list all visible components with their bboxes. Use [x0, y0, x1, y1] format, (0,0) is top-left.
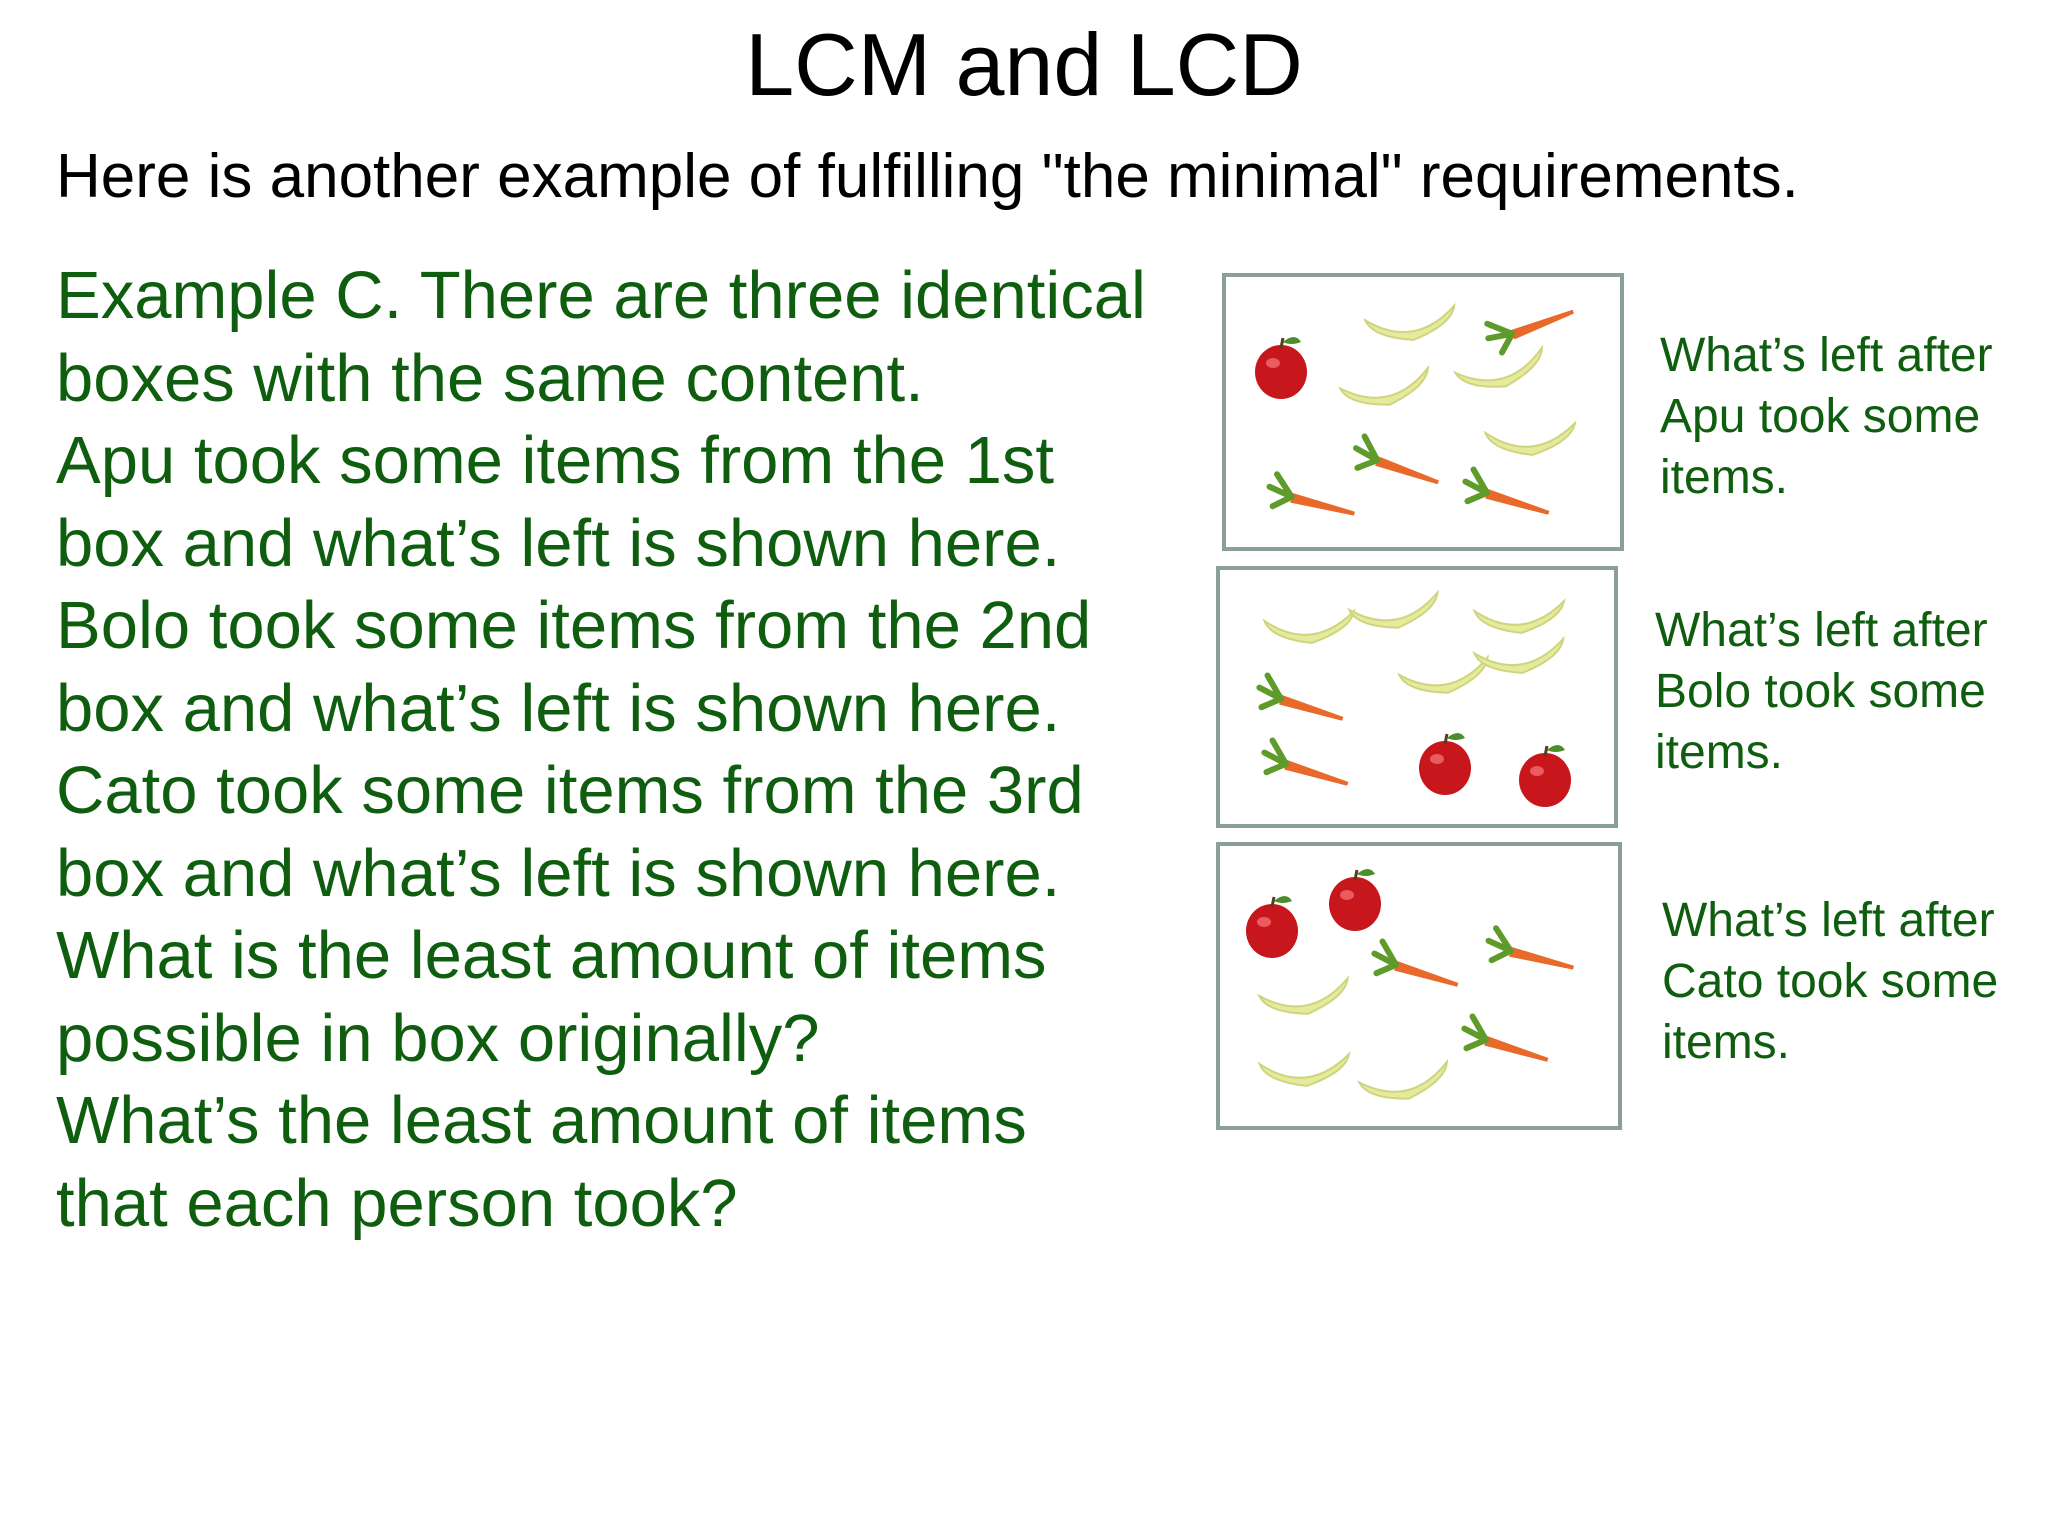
carrot-icon: [1484, 927, 1578, 981]
question-text: [56, 255, 1206, 1245]
caption-bolo: [1655, 600, 1988, 783]
question-line: What is the least amount of items: [56, 918, 1047, 993]
carrot-icon: [1259, 739, 1354, 797]
question-line: box and what’s left is shown here.: [56, 835, 1061, 911]
caption-line: items.: [1655, 726, 1784, 779]
banana-icon: [1349, 592, 1442, 635]
banana-icon: [1365, 306, 1458, 346]
carrot-icon: [1460, 468, 1555, 526]
banana-icon: [1259, 978, 1352, 1021]
carrot-icon: [1369, 940, 1464, 998]
box-apu-items: [1226, 277, 1620, 547]
box-bolo-items: [1220, 570, 1614, 824]
banana-icon: [1474, 601, 1566, 637]
caption-cato: [1662, 890, 1998, 1073]
carrot-icon: [1483, 295, 1578, 356]
box-cato-items: [1220, 846, 1618, 1126]
caption-line: What’s left after: [1655, 604, 1988, 657]
apple-icon: [1519, 745, 1571, 807]
caption-line: What’s left after: [1660, 329, 1993, 382]
question-line: box and what’s left is shown here.: [56, 505, 1061, 581]
carrot-icon: [1254, 674, 1349, 732]
apple-icon: [1419, 733, 1471, 795]
carrot-icon: [1265, 473, 1359, 527]
banana-icon: [1340, 368, 1434, 414]
question-line: boxes with the same content.: [56, 340, 924, 416]
carrot-icon: [1350, 435, 1445, 496]
box-bolo: [1216, 566, 1618, 828]
question-line: Bolo took some items from the 2nd: [56, 588, 1092, 663]
banana-icon: [1259, 1054, 1351, 1090]
slide-subtitle: Here is another example of fulfilling "the minimal" requirements.: [56, 142, 1799, 211]
banana-icon: [1399, 657, 1492, 700]
question-line: that each person took?: [56, 1165, 738, 1241]
caption-line: items.: [1662, 1016, 1791, 1069]
question-line: Apu took some items from the 1st: [56, 423, 1054, 498]
apple-icon: [1255, 337, 1307, 399]
question-line: What’s the least amount of items: [56, 1083, 1027, 1158]
box-apu: [1222, 273, 1624, 551]
caption-line: What’s left after: [1662, 894, 1995, 947]
caption-apu: [1660, 325, 1993, 508]
apple-icon: [1329, 869, 1381, 931]
caption-line: items.: [1660, 451, 1789, 504]
slide-title: LCM and LCD: [745, 15, 1303, 114]
question-line: box and what’s left is shown here.: [56, 670, 1061, 746]
question-line: Example C. There are three identical: [56, 258, 1146, 333]
apple-icon: [1246, 896, 1298, 958]
carrot-icon: [1459, 1015, 1554, 1073]
caption-line: Apu took some: [1660, 390, 1981, 443]
caption-line: Cato took some: [1662, 955, 1999, 1008]
caption-line: Bolo took some: [1655, 665, 1986, 718]
question-line: Cato took some items from the 3rd: [56, 753, 1084, 828]
banana-icon: [1264, 611, 1356, 647]
banana-icon: [1359, 1062, 1453, 1108]
box-cato: [1216, 842, 1622, 1130]
banana-icon: [1485, 423, 1577, 459]
question-line: possible in box originally?: [56, 1000, 820, 1076]
